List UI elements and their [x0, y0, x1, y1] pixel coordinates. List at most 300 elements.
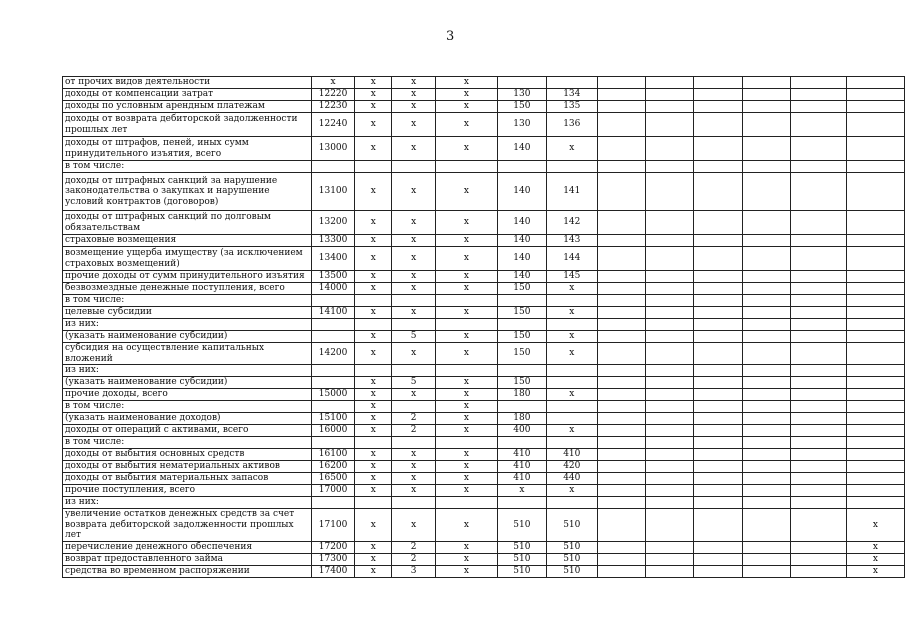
- table-cell: [546, 401, 597, 413]
- table-cell: [597, 365, 645, 377]
- table-cell: 150: [497, 377, 546, 389]
- row-name: (указать наименование субсидии): [63, 331, 312, 343]
- table-cell: x: [355, 101, 392, 113]
- table-cell: [646, 89, 694, 101]
- table-cell: [311, 497, 355, 509]
- table-cell: [597, 541, 645, 553]
- table-row: [63, 307, 905, 319]
- table-cell: x: [355, 485, 392, 497]
- table-cell: [790, 389, 846, 401]
- table-cell: [646, 473, 694, 485]
- table-cell: [742, 343, 790, 365]
- table-cell: x: [355, 77, 392, 89]
- table-cell: x: [355, 173, 392, 211]
- table-cell: [790, 271, 846, 283]
- table-cell: [790, 401, 846, 413]
- row-name: в том числе:: [63, 295, 312, 307]
- table-cell: [742, 77, 790, 89]
- table-cell: [597, 497, 645, 509]
- table-row: [63, 137, 905, 161]
- table-cell: 15100: [311, 413, 355, 425]
- table-cell: [790, 461, 846, 473]
- table-cell: 12220: [311, 89, 355, 101]
- table-cell: 5: [392, 377, 436, 389]
- table-cell: [597, 173, 645, 211]
- table-cell: 180: [497, 413, 546, 425]
- table-cell: [694, 319, 742, 331]
- table-cell: 17200: [311, 541, 355, 553]
- table-cell: [790, 473, 846, 485]
- table-cell: x: [355, 283, 392, 295]
- table-cell: [355, 365, 392, 377]
- table-cell: [597, 343, 645, 365]
- table-cell: 16500: [311, 473, 355, 485]
- table-cell: 142: [546, 211, 597, 235]
- table-cell: [497, 437, 546, 449]
- table-cell: [846, 161, 904, 173]
- table-cell: [646, 247, 694, 271]
- table-row: [63, 437, 905, 449]
- table-cell: [546, 295, 597, 307]
- table-cell: x: [392, 283, 436, 295]
- table-row: [63, 413, 905, 425]
- table-cell: x: [392, 101, 436, 113]
- table-cell: [742, 509, 790, 542]
- table-cell: [742, 425, 790, 437]
- table-cell: x: [435, 449, 497, 461]
- table-cell: x: [435, 413, 497, 425]
- table-cell: [790, 413, 846, 425]
- row-name: в том числе:: [63, 437, 312, 449]
- table-cell: [742, 137, 790, 161]
- table-cell: [846, 89, 904, 101]
- table-cell: x: [435, 541, 497, 553]
- row-name: доходы от штрафов, пеней, иных сумм принудительного изъятия, всего: [63, 137, 312, 161]
- table-cell: [790, 541, 846, 553]
- table-cell: 17300: [311, 553, 355, 565]
- row-name: возврат предоставленного займа: [63, 553, 312, 565]
- table-cell: [694, 425, 742, 437]
- table-cell: [646, 365, 694, 377]
- table-row: [63, 553, 905, 565]
- table-row: [63, 295, 905, 307]
- table-cell: [742, 365, 790, 377]
- table-cell: 140: [497, 235, 546, 247]
- row-name: прочие поступления, всего: [63, 485, 312, 497]
- table-cell: 17400: [311, 565, 355, 577]
- table-cell: 13500: [311, 271, 355, 283]
- table-cell: [597, 401, 645, 413]
- table-cell: [742, 271, 790, 283]
- table-cell: [435, 437, 497, 449]
- table-row: [63, 331, 905, 343]
- table-cell: [846, 497, 904, 509]
- table-cell: [742, 89, 790, 101]
- table-cell: x: [355, 509, 392, 542]
- table-cell: [311, 365, 355, 377]
- table-row: [63, 365, 905, 377]
- table-cell: [742, 389, 790, 401]
- table-cell: [790, 449, 846, 461]
- table-cell: x: [435, 509, 497, 542]
- table-cell: [497, 295, 546, 307]
- table-cell: 14000: [311, 283, 355, 295]
- table-cell: x: [546, 343, 597, 365]
- table-cell: x: [355, 541, 392, 553]
- row-name: доходы от выбытия материальных запасов: [63, 473, 312, 485]
- table-cell: x: [435, 173, 497, 211]
- table-cell: 14100: [311, 307, 355, 319]
- table-row: [63, 247, 905, 271]
- table-cell: [646, 101, 694, 113]
- table-cell: [694, 449, 742, 461]
- table-cell: x: [355, 389, 392, 401]
- table-cell: [742, 473, 790, 485]
- table-cell: [546, 413, 597, 425]
- table-cell: [311, 319, 355, 331]
- table-cell: x: [435, 389, 497, 401]
- table-cell: [790, 437, 846, 449]
- table-cell: [355, 161, 392, 173]
- table-cell: [694, 509, 742, 542]
- table-cell: [435, 295, 497, 307]
- table-cell: 140: [497, 247, 546, 271]
- table-cell: [646, 553, 694, 565]
- row-name: доходы от компенсации затрат: [63, 89, 312, 101]
- table-cell: [790, 377, 846, 389]
- table-cell: x: [435, 343, 497, 365]
- table-cell: [694, 365, 742, 377]
- table-cell: 141: [546, 173, 597, 211]
- table-row: [63, 425, 905, 437]
- table-cell: [846, 307, 904, 319]
- table-cell: x: [392, 247, 436, 271]
- table-cell: [790, 101, 846, 113]
- table-cell: 13100: [311, 173, 355, 211]
- table-cell: x: [392, 449, 436, 461]
- table-row: [63, 271, 905, 283]
- table-cell: [597, 271, 645, 283]
- table-cell: [597, 473, 645, 485]
- table-cell: [694, 283, 742, 295]
- table-cell: [311, 161, 355, 173]
- table-cell: 16000: [311, 425, 355, 437]
- table-cell: [694, 553, 742, 565]
- budget-table-body: [63, 77, 905, 578]
- table-cell: [597, 553, 645, 565]
- row-name: (указать наименование доходов): [63, 413, 312, 425]
- table-cell: [694, 77, 742, 89]
- table-cell: x: [546, 137, 597, 161]
- table-cell: [435, 161, 497, 173]
- table-cell: [435, 319, 497, 331]
- table-cell: [646, 137, 694, 161]
- table-cell: [846, 295, 904, 307]
- table-cell: [790, 283, 846, 295]
- table-row: [63, 343, 905, 365]
- table-cell: [742, 485, 790, 497]
- table-cell: [790, 211, 846, 235]
- table-cell: [846, 211, 904, 235]
- table-cell: x: [311, 77, 355, 89]
- table-cell: x: [846, 509, 904, 542]
- table-cell: x: [435, 401, 497, 413]
- table-cell: 3: [392, 565, 436, 577]
- table-cell: [546, 377, 597, 389]
- table-cell: [597, 113, 645, 137]
- table-row: [63, 161, 905, 173]
- table-cell: [790, 425, 846, 437]
- table-cell: x: [355, 413, 392, 425]
- table-cell: x: [392, 77, 436, 89]
- row-name: перечисление денежного обеспечения: [63, 541, 312, 553]
- table-cell: [392, 365, 436, 377]
- row-name: страховые возмещения: [63, 235, 312, 247]
- table-cell: x: [392, 461, 436, 473]
- table-cell: x: [435, 331, 497, 343]
- table-cell: x: [392, 485, 436, 497]
- table-cell: [497, 161, 546, 173]
- table-cell: x: [546, 425, 597, 437]
- table-cell: x: [355, 235, 392, 247]
- table-cell: x: [355, 449, 392, 461]
- table-cell: x: [355, 271, 392, 283]
- table-row: [63, 509, 905, 542]
- table-cell: [646, 565, 694, 577]
- row-name: доходы от выбытия основных средств: [63, 449, 312, 461]
- table-cell: [694, 89, 742, 101]
- row-name: субсидия на осуществление капитальных вложений: [63, 343, 312, 365]
- table-cell: 17000: [311, 485, 355, 497]
- table-cell: [497, 497, 546, 509]
- table-cell: [355, 497, 392, 509]
- table-cell: [790, 89, 846, 101]
- table-cell: [597, 413, 645, 425]
- table-cell: [597, 389, 645, 401]
- row-name: доходы от возврата дебиторской задолженности прошлых лет: [63, 113, 312, 137]
- table-cell: 510: [497, 565, 546, 577]
- table-cell: x: [355, 137, 392, 161]
- table-cell: 13400: [311, 247, 355, 271]
- table-cell: [846, 461, 904, 473]
- table-cell: [497, 77, 546, 89]
- table-row: [63, 389, 905, 401]
- table-row: [63, 211, 905, 235]
- table-cell: [790, 137, 846, 161]
- table-cell: 420: [546, 461, 597, 473]
- table-cell: [790, 77, 846, 89]
- table-row: [63, 401, 905, 413]
- table-cell: [790, 497, 846, 509]
- table-cell: 140: [497, 271, 546, 283]
- table-cell: x: [435, 235, 497, 247]
- table-cell: x: [846, 553, 904, 565]
- table-cell: x: [392, 137, 436, 161]
- table-cell: [646, 509, 694, 542]
- table-cell: [846, 331, 904, 343]
- table-cell: [742, 211, 790, 235]
- table-cell: 12230: [311, 101, 355, 113]
- table-cell: [435, 497, 497, 509]
- row-name: из них:: [63, 319, 312, 331]
- table-cell: 410: [546, 449, 597, 461]
- table-cell: [742, 401, 790, 413]
- table-cell: [694, 295, 742, 307]
- table-cell: [355, 295, 392, 307]
- table-cell: [311, 377, 355, 389]
- table-cell: [646, 389, 694, 401]
- table-cell: 13300: [311, 235, 355, 247]
- table-cell: [846, 449, 904, 461]
- row-name: из них:: [63, 497, 312, 509]
- table-cell: x: [435, 565, 497, 577]
- table-cell: [597, 137, 645, 161]
- row-name: от прочих видов деятельности: [63, 77, 312, 89]
- table-cell: x: [435, 553, 497, 565]
- table-cell: x: [392, 389, 436, 401]
- row-name: в том числе:: [63, 161, 312, 173]
- table-row: [63, 101, 905, 113]
- table-cell: [790, 235, 846, 247]
- table-cell: [790, 295, 846, 307]
- row-name: доходы от штрафных санкций по долговым обязательствам: [63, 211, 312, 235]
- table-cell: [846, 319, 904, 331]
- table-cell: [790, 307, 846, 319]
- table-cell: x: [435, 101, 497, 113]
- table-cell: [846, 137, 904, 161]
- table-cell: [597, 437, 645, 449]
- table-cell: [646, 283, 694, 295]
- table-cell: x: [546, 283, 597, 295]
- table-cell: [597, 101, 645, 113]
- table-cell: [597, 235, 645, 247]
- table-cell: x: [435, 485, 497, 497]
- table-cell: 5: [392, 331, 436, 343]
- table-cell: x: [355, 247, 392, 271]
- table-cell: x: [435, 473, 497, 485]
- table-cell: [846, 473, 904, 485]
- table-cell: [790, 565, 846, 577]
- table-row: [63, 473, 905, 485]
- table-cell: [392, 401, 436, 413]
- table-cell: [497, 365, 546, 377]
- table-cell: [742, 565, 790, 577]
- table-cell: [694, 389, 742, 401]
- table-cell: [597, 509, 645, 542]
- table-row: [63, 565, 905, 577]
- table-cell: 410: [497, 449, 546, 461]
- table-cell: x: [392, 113, 436, 137]
- table-cell: 130: [497, 89, 546, 101]
- table-row: [63, 319, 905, 331]
- row-name: доходы по условным арендным платежам: [63, 101, 312, 113]
- table-cell: [742, 113, 790, 137]
- table-row: [63, 89, 905, 101]
- table-cell: [742, 461, 790, 473]
- table-cell: x: [355, 377, 392, 389]
- table-cell: [742, 235, 790, 247]
- table-cell: [846, 101, 904, 113]
- table-cell: [646, 77, 694, 89]
- table-cell: [694, 541, 742, 553]
- row-name: из них:: [63, 365, 312, 377]
- table-cell: 2: [392, 553, 436, 565]
- table-cell: x: [546, 389, 597, 401]
- table-cell: 130: [497, 113, 546, 137]
- table-cell: [742, 553, 790, 565]
- table-cell: [694, 331, 742, 343]
- table-cell: [392, 497, 436, 509]
- table-cell: x: [392, 211, 436, 235]
- table-cell: 14200: [311, 343, 355, 365]
- table-cell: [790, 365, 846, 377]
- table-cell: x: [355, 211, 392, 235]
- table-cell: 400: [497, 425, 546, 437]
- table-cell: [742, 413, 790, 425]
- table-cell: [646, 401, 694, 413]
- table-cell: x: [392, 473, 436, 485]
- table-cell: [597, 449, 645, 461]
- table-cell: 12240: [311, 113, 355, 137]
- row-name: прочие доходы от сумм принудительного изъятия: [63, 271, 312, 283]
- table-cell: [392, 319, 436, 331]
- table-cell: [646, 319, 694, 331]
- table-cell: [546, 437, 597, 449]
- table-cell: [597, 377, 645, 389]
- table-cell: 510: [546, 541, 597, 553]
- table-cell: [597, 77, 645, 89]
- table-cell: [646, 461, 694, 473]
- row-name: возмещение ущерба имуществу (за исключением страховых возмещений): [63, 247, 312, 271]
- table-cell: x: [392, 307, 436, 319]
- table-cell: [597, 295, 645, 307]
- table-cell: [790, 485, 846, 497]
- table-cell: [694, 437, 742, 449]
- table-cell: [646, 413, 694, 425]
- page-number: 3: [446, 29, 455, 44]
- table-cell: x: [355, 473, 392, 485]
- table-cell: [355, 437, 392, 449]
- row-name: доходы от штрафных санкций за нарушение законодательства о закупках и нарушение условий контрактов (договоров): [63, 173, 312, 211]
- table-cell: x: [435, 77, 497, 89]
- table-cell: [597, 331, 645, 343]
- table-cell: [597, 89, 645, 101]
- table-cell: [435, 365, 497, 377]
- table-cell: [646, 173, 694, 211]
- table-row: [63, 461, 905, 473]
- table-cell: [694, 235, 742, 247]
- table-cell: x: [392, 343, 436, 365]
- table-cell: [546, 319, 597, 331]
- table-cell: [846, 389, 904, 401]
- row-name: прочие доходы, всего: [63, 389, 312, 401]
- table-cell: 510: [497, 509, 546, 542]
- table-cell: [846, 271, 904, 283]
- table-cell: x: [355, 113, 392, 137]
- table-cell: [694, 461, 742, 473]
- row-name: средства во временном распоряжении: [63, 565, 312, 577]
- table-row: [63, 449, 905, 461]
- table-cell: [646, 113, 694, 137]
- table-cell: [646, 331, 694, 343]
- table-cell: [646, 295, 694, 307]
- table-cell: [846, 413, 904, 425]
- table-cell: [742, 173, 790, 211]
- table-cell: x: [435, 247, 497, 271]
- budget-table: [62, 76, 905, 578]
- table-cell: [694, 497, 742, 509]
- table-cell: 410: [497, 461, 546, 473]
